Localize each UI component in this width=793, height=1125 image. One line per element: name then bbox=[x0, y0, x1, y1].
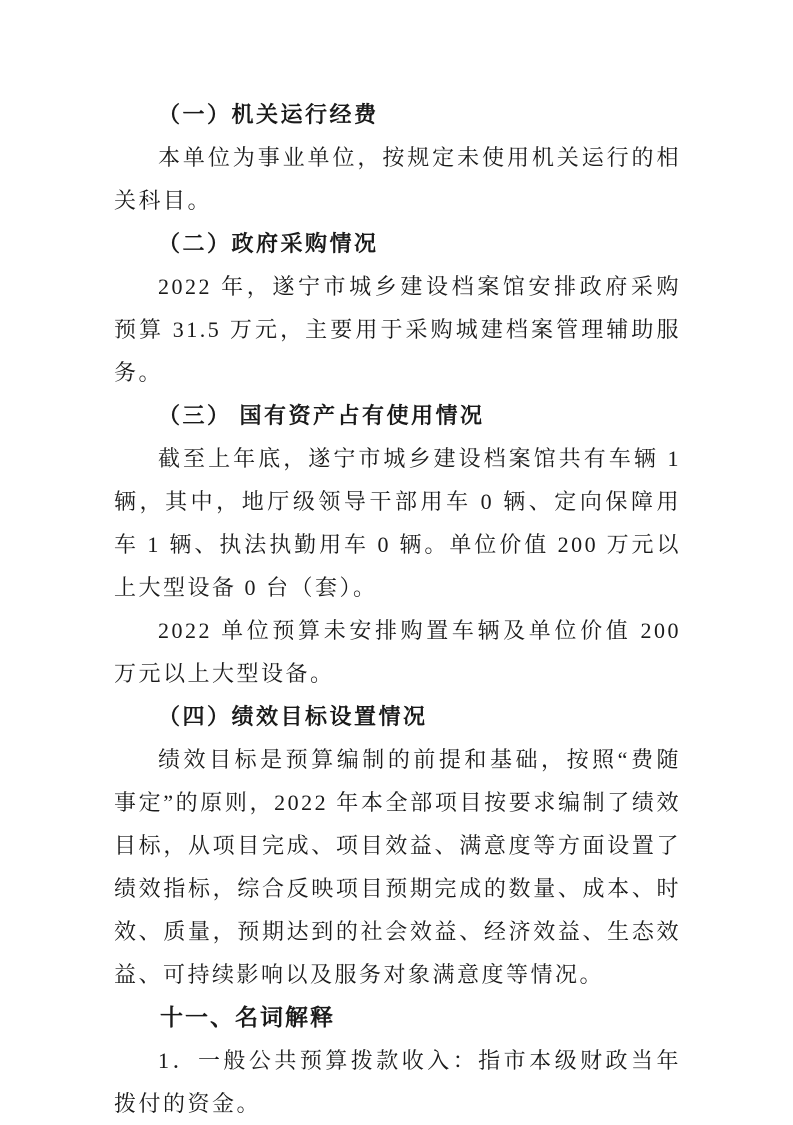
paragraph-state-owned-assets-budget: 2022 单位预算未安排购置车辆及单位价值 200 万元以上大型设备。 bbox=[114, 618, 681, 686]
paragraph-performance-targets: 绩效目标是预算编制的前提和基础，按照“费随事定”的原则，2022 年本全部项目按要求编制了绩效目标，从项目完成、项目效益、满意度等方面设置了绩效指标，综合反映项目预期完成的数量、成本、时效、质量，预期达到的社会效益、经济效益、生态效益、可持续影响以及服务对象满意度等情况。 bbox=[114, 747, 681, 987]
chapter-heading-glossary: 十一、名词解释 bbox=[160, 1004, 335, 1030]
section-heading-agency-operating-funds: （一）机关运行经费 bbox=[158, 102, 379, 127]
paragraph-state-owned-assets-vehicles: 截至上年底，遂宁市城乡建设档案馆共有车辆 1 辆，其中，地厅级领导干部用车 0 辆、定向保障用车 1 辆、执法执勤用车 0 辆。单位价值 200 万元以上大型设备 0 台（套）。 bbox=[114, 446, 681, 600]
paragraph-agency-operating-funds: 本单位为事业单位，按规定未使用机关运行的相关科目。 bbox=[114, 145, 681, 213]
section-heading-state-owned-assets: （三） 国有资产占有使用情况 bbox=[158, 403, 485, 428]
paragraph-government-procurement: 2022 年，遂宁市城乡建设档案馆安排政府采购预算 31.5 万元，主要用于采购城建档案管理辅助服务。 bbox=[114, 274, 681, 385]
section-heading-government-procurement: （二）政府采购情况 bbox=[158, 231, 379, 256]
section-heading-performance-targets: （四）绩效目标设置情况 bbox=[158, 704, 428, 729]
paragraph-glossary-item-1: 1．一般公共预算拨款收入：指市本级财政当年拨付的资金。 bbox=[114, 1048, 681, 1116]
